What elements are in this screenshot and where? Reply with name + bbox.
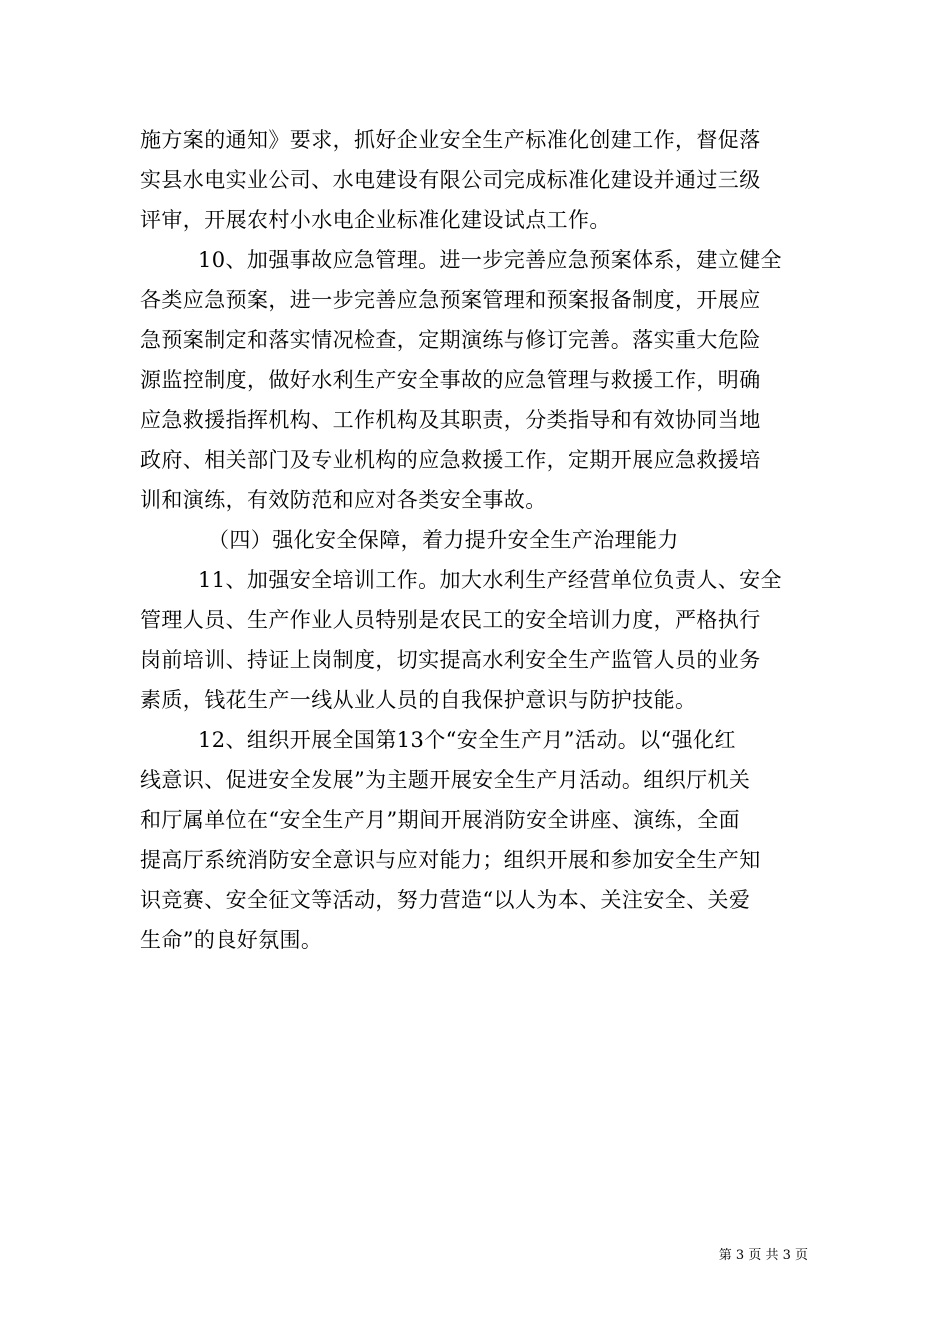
text-line: 施方案的通知》要求，抓好企业安全生产标准化创建工作，督促落 bbox=[140, 128, 761, 152]
text-line: 应急救援指挥机构、工作机构及其职责，分类指导和有效协同当地 bbox=[140, 408, 761, 432]
text-line: 生命”的良好氛围。 bbox=[140, 928, 323, 952]
text-line: 提高厅系统消防安全意识与应对能力；组织开展和参加安全生产知 bbox=[140, 848, 761, 872]
text-line: 识竞赛、安全征文等活动，努力营造“以人为本、关注安全、关爱 bbox=[140, 888, 751, 912]
text-line: 训和演练，有效防范和应对各类安全事故。 bbox=[140, 488, 547, 512]
text-line: 实县水电实业公司、水电建设有限公司完成标准化建设并通过三级 bbox=[140, 168, 761, 192]
text-line: 源监控制度，做好水利生产安全事故的应急管理与救援工作，明确 bbox=[140, 368, 761, 392]
section-heading-4: （四）强化安全保障，着力提升安全生产治理能力 bbox=[208, 528, 679, 552]
text-line: 素质，钱花生产一线从业人员的自我保护意识与防护技能。 bbox=[140, 688, 697, 712]
text-line: 急预案制定和落实情况检查，定期演练与修订完善。落实重大危险 bbox=[140, 328, 761, 352]
text-line: 管理人员、生产作业人员特别是农民工的安全培训力度，严格执行 bbox=[140, 608, 761, 632]
text-line: 各类应急预案，进一步完善应急预案管理和预案报备制度，开展应 bbox=[140, 288, 761, 312]
text-line: 政府、相关部门及专业机构的应急救援工作，定期开展应急救援培 bbox=[140, 448, 761, 472]
text-line: 和厅属单位在“安全生产月”期间开展消防安全讲座、演练，全面 bbox=[140, 808, 741, 832]
paragraph-11-first-line: 11、加强安全培训工作。加大水利生产经营单位负责人、安全 bbox=[198, 568, 782, 592]
text-line: 岗前培训、持证上岗制度，切实提高水利安全生产监管人员的业务 bbox=[140, 648, 761, 672]
document-body bbox=[140, 120, 810, 960]
page-number-footer: 第 3 页 共 3 页 bbox=[718, 1248, 808, 1263]
text-line: 评审，开展农村小水电企业标准化建设试点工作。 bbox=[140, 208, 611, 232]
text-line: 线意识、促进安全发展”为主题开展安全生产月活动。组织厅机关 bbox=[140, 768, 751, 792]
paragraph-10-first-line: 10、加强事故应急管理。进一步完善应急预案体系，建立健全 bbox=[198, 248, 782, 272]
paragraph-12-first-line: 12、组织开展全国第13个“安全生产月”活动。以“强化红 bbox=[198, 728, 736, 752]
